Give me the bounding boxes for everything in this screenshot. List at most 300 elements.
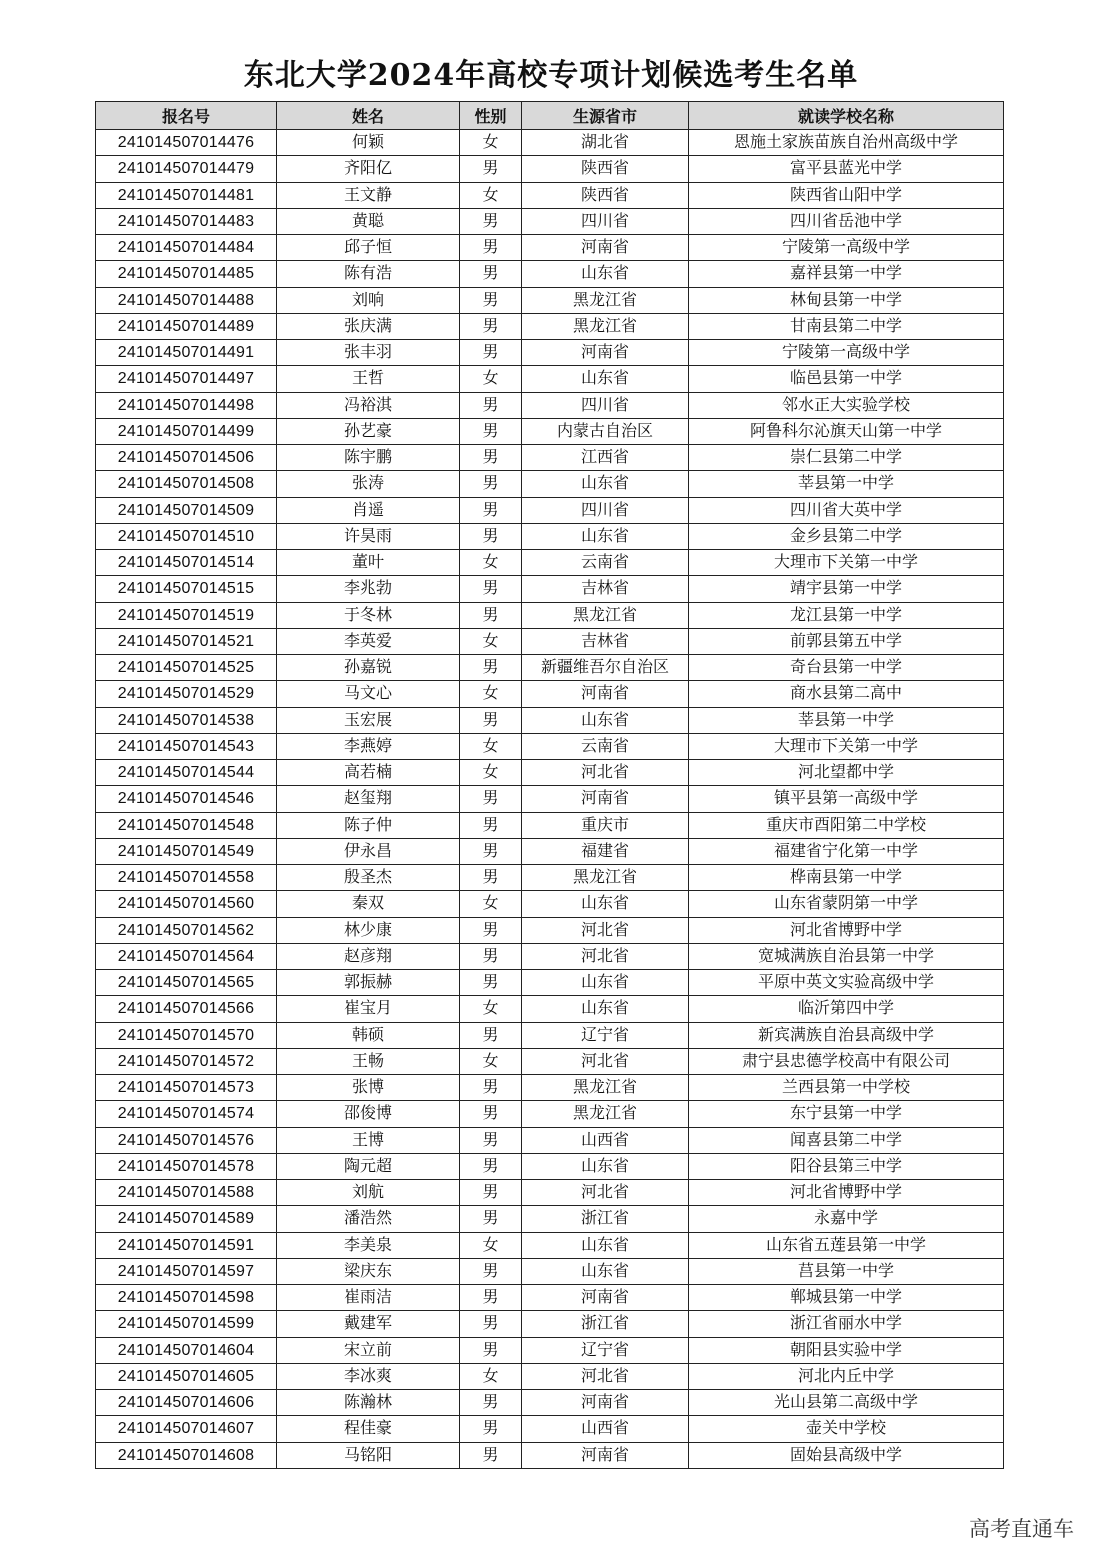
header-name: 姓名 — [277, 102, 460, 130]
cell-gender: 男 — [460, 156, 522, 182]
cell-name: 孙艺豪 — [277, 418, 460, 444]
cell-school: 林甸县第一中学 — [689, 287, 1004, 313]
cell-name: 刘响 — [277, 287, 460, 313]
cell-gender: 男 — [460, 576, 522, 602]
cell-name: 王文静 — [277, 182, 460, 208]
cell-registration-number: 241014507014549 — [96, 838, 277, 864]
cell-name: 张庆满 — [277, 313, 460, 339]
cell-province: 辽宁省 — [522, 1337, 689, 1363]
cell-registration-number: 241014507014562 — [96, 917, 277, 943]
table-row — [96, 576, 1004, 602]
cell-registration-number: 241014507014514 — [96, 550, 277, 576]
cell-registration-number: 241014507014558 — [96, 865, 277, 891]
cell-registration-number: 241014507014498 — [96, 392, 277, 418]
cell-name: 马文心 — [277, 681, 460, 707]
document-title: 东北大学2024年高校专项计划候选考生名单 — [243, 58, 859, 93]
cell-gender: 男 — [460, 1075, 522, 1101]
cell-gender: 男 — [460, 786, 522, 812]
cell-school: 龙江县第一中学 — [689, 602, 1004, 628]
cell-gender: 男 — [460, 523, 522, 549]
cell-province: 山东省 — [522, 707, 689, 733]
table-row — [96, 418, 1004, 444]
cell-school: 光山县第二高级中学 — [689, 1390, 1004, 1416]
cell-name: 韩硕 — [277, 1022, 460, 1048]
table-row — [96, 1311, 1004, 1337]
cell-province: 河南省 — [522, 1285, 689, 1311]
cell-province: 山东省 — [522, 1232, 689, 1258]
cell-name: 陈有浩 — [277, 261, 460, 287]
table-row — [96, 1390, 1004, 1416]
table-row — [96, 287, 1004, 313]
table-row — [96, 786, 1004, 812]
cell-registration-number: 241014507014546 — [96, 786, 277, 812]
table-row — [96, 366, 1004, 392]
cell-school: 邻水正大实验学校 — [689, 392, 1004, 418]
cell-name: 孙嘉锐 — [277, 655, 460, 681]
header-registration-number: 报名号 — [96, 102, 277, 130]
cell-name: 玉宏展 — [277, 707, 460, 733]
table-row — [96, 208, 1004, 234]
cell-gender: 男 — [460, 1022, 522, 1048]
cell-name: 肖遥 — [277, 497, 460, 523]
table-row — [96, 471, 1004, 497]
cell-school: 商水县第二高中 — [689, 681, 1004, 707]
cell-school: 四川省岳池中学 — [689, 208, 1004, 234]
cell-registration-number: 241014507014481 — [96, 182, 277, 208]
cell-gender: 女 — [460, 628, 522, 654]
cell-gender: 男 — [460, 1153, 522, 1179]
cell-name: 程佳豪 — [277, 1416, 460, 1442]
cell-school: 山东省五莲县第一中学 — [689, 1232, 1004, 1258]
table-row — [96, 707, 1004, 733]
cell-name: 于冬林 — [277, 602, 460, 628]
table-row — [96, 917, 1004, 943]
cell-gender: 男 — [460, 471, 522, 497]
cell-gender: 男 — [460, 235, 522, 261]
cell-province: 黑龙江省 — [522, 1101, 689, 1127]
cell-name: 殷圣杰 — [277, 865, 460, 891]
cell-province: 黑龙江省 — [522, 313, 689, 339]
cell-registration-number: 241014507014574 — [96, 1101, 277, 1127]
table-row — [96, 996, 1004, 1022]
cell-school: 肃宁县忠德学校高中有限公司 — [689, 1048, 1004, 1074]
cell-registration-number: 241014507014491 — [96, 340, 277, 366]
cell-school: 靖宇县第一中学 — [689, 576, 1004, 602]
cell-school: 临沂第四中学 — [689, 996, 1004, 1022]
table-row — [96, 733, 1004, 759]
cell-registration-number: 241014507014606 — [96, 1390, 277, 1416]
table-row — [96, 970, 1004, 996]
cell-name: 何颖 — [277, 130, 460, 156]
table-header-row — [96, 102, 1004, 130]
cell-province: 山东省 — [522, 1258, 689, 1284]
cell-province: 湖北省 — [522, 130, 689, 156]
cell-gender: 男 — [460, 313, 522, 339]
cell-school: 桦南县第一中学 — [689, 865, 1004, 891]
cell-gender: 男 — [460, 1285, 522, 1311]
cell-name: 邵俊博 — [277, 1101, 460, 1127]
table-row — [96, 1127, 1004, 1153]
cell-name: 李冰爽 — [277, 1363, 460, 1389]
cell-school: 莒县第一中学 — [689, 1258, 1004, 1284]
cell-province: 黑龙江省 — [522, 1075, 689, 1101]
cell-gender: 女 — [460, 760, 522, 786]
table-row — [96, 1285, 1004, 1311]
cell-name: 董叶 — [277, 550, 460, 576]
cell-province: 河北省 — [522, 917, 689, 943]
cell-school: 甘南县第二中学 — [689, 313, 1004, 339]
table-row — [96, 445, 1004, 471]
cell-school: 朝阳县实验中学 — [689, 1337, 1004, 1363]
cell-name: 李美泉 — [277, 1232, 460, 1258]
table-row — [96, 1022, 1004, 1048]
cell-registration-number: 241014507014479 — [96, 156, 277, 182]
cell-registration-number: 241014507014566 — [96, 996, 277, 1022]
cell-school: 闻喜县第二中学 — [689, 1127, 1004, 1153]
cell-province: 河南省 — [522, 340, 689, 366]
cell-name: 陈宇鹏 — [277, 445, 460, 471]
cell-school: 永嘉中学 — [689, 1206, 1004, 1232]
table-row — [96, 235, 1004, 261]
cell-gender: 男 — [460, 1337, 522, 1363]
cell-gender: 男 — [460, 602, 522, 628]
cell-school: 浙江省丽水中学 — [689, 1311, 1004, 1337]
cell-gender: 男 — [460, 445, 522, 471]
cell-province: 云南省 — [522, 550, 689, 576]
table-row — [96, 1232, 1004, 1258]
cell-name: 陶元超 — [277, 1153, 460, 1179]
cell-gender: 女 — [460, 1048, 522, 1074]
cell-gender: 男 — [460, 838, 522, 864]
cell-school: 嘉祥县第一中学 — [689, 261, 1004, 287]
cell-province: 陕西省 — [522, 182, 689, 208]
cell-gender: 男 — [460, 340, 522, 366]
cell-name: 陈子仲 — [277, 812, 460, 838]
cell-province: 福建省 — [522, 838, 689, 864]
cell-gender: 男 — [460, 1206, 522, 1232]
cell-name: 郭振赫 — [277, 970, 460, 996]
cell-registration-number: 241014507014476 — [96, 130, 277, 156]
cell-name: 王畅 — [277, 1048, 460, 1074]
cell-province: 辽宁省 — [522, 1022, 689, 1048]
cell-registration-number: 241014507014529 — [96, 681, 277, 707]
cell-name: 李燕婷 — [277, 733, 460, 759]
cell-registration-number: 241014507014570 — [96, 1022, 277, 1048]
table-row — [96, 1363, 1004, 1389]
cell-province: 内蒙古自治区 — [522, 418, 689, 444]
cell-gender: 女 — [460, 182, 522, 208]
cell-province: 山东省 — [522, 1153, 689, 1179]
cell-school: 山东省蒙阴第一中学 — [689, 891, 1004, 917]
cell-school: 河北内丘中学 — [689, 1363, 1004, 1389]
cell-gender: 男 — [460, 392, 522, 418]
cell-registration-number: 241014507014608 — [96, 1442, 277, 1468]
table-row — [96, 523, 1004, 549]
cell-province: 四川省 — [522, 392, 689, 418]
header-gender: 性别 — [460, 102, 522, 130]
cell-gender: 男 — [460, 1101, 522, 1127]
cell-province: 山东省 — [522, 261, 689, 287]
cell-school: 壶关中学校 — [689, 1416, 1004, 1442]
cell-province: 四川省 — [522, 497, 689, 523]
cell-registration-number: 241014507014573 — [96, 1075, 277, 1101]
cell-name: 冯裕淇 — [277, 392, 460, 418]
table-row — [96, 340, 1004, 366]
cell-school: 宁陵第一高级中学 — [689, 235, 1004, 261]
cell-name: 宋立前 — [277, 1337, 460, 1363]
cell-province: 河北省 — [522, 943, 689, 969]
cell-gender: 男 — [460, 261, 522, 287]
cell-province: 山西省 — [522, 1127, 689, 1153]
cell-name: 李兆勃 — [277, 576, 460, 602]
table-row — [96, 1442, 1004, 1468]
cell-school: 固始县高级中学 — [689, 1442, 1004, 1468]
cell-school: 大理市下关第一中学 — [689, 733, 1004, 759]
table-row — [96, 602, 1004, 628]
cell-province: 山东省 — [522, 970, 689, 996]
table-row — [96, 681, 1004, 707]
cell-gender: 男 — [460, 1127, 522, 1153]
cell-school: 镇平县第一高级中学 — [689, 786, 1004, 812]
cell-gender: 男 — [460, 497, 522, 523]
table-row — [96, 130, 1004, 156]
cell-name: 崔宝月 — [277, 996, 460, 1022]
table-row — [96, 891, 1004, 917]
cell-school: 新宾满族自治县高级中学 — [689, 1022, 1004, 1048]
cell-province: 河南省 — [522, 235, 689, 261]
cell-school: 大理市下关第一中学 — [689, 550, 1004, 576]
cell-gender: 男 — [460, 1258, 522, 1284]
cell-name: 许昊雨 — [277, 523, 460, 549]
cell-registration-number: 241014507014515 — [96, 576, 277, 602]
cell-name: 伊永昌 — [277, 838, 460, 864]
cell-school: 富平县蓝光中学 — [689, 156, 1004, 182]
table-row — [96, 1075, 1004, 1101]
cell-name: 张博 — [277, 1075, 460, 1101]
header-province: 生源省市 — [522, 102, 689, 130]
cell-school: 金乡县第二中学 — [689, 523, 1004, 549]
cell-gender: 男 — [460, 865, 522, 891]
cell-province: 浙江省 — [522, 1311, 689, 1337]
cell-registration-number: 241014507014509 — [96, 497, 277, 523]
cell-registration-number: 241014507014548 — [96, 812, 277, 838]
table-row — [96, 550, 1004, 576]
cell-name: 高若楠 — [277, 760, 460, 786]
cell-name: 张涛 — [277, 471, 460, 497]
cell-province: 河南省 — [522, 1442, 689, 1468]
cell-gender: 男 — [460, 917, 522, 943]
cell-gender: 男 — [460, 707, 522, 733]
cell-province: 河南省 — [522, 786, 689, 812]
cell-school: 奇台县第一中学 — [689, 655, 1004, 681]
cell-registration-number: 241014507014597 — [96, 1258, 277, 1284]
cell-gender: 男 — [460, 970, 522, 996]
cell-registration-number: 241014507014489 — [96, 313, 277, 339]
cell-name: 邱子恒 — [277, 235, 460, 261]
table-row — [96, 760, 1004, 786]
table-body — [96, 130, 1004, 1469]
cell-registration-number: 241014507014598 — [96, 1285, 277, 1311]
candidate-table — [95, 101, 1004, 1469]
cell-registration-number: 241014507014604 — [96, 1337, 277, 1363]
table-row — [96, 655, 1004, 681]
cell-school: 重庆市酉阳第二中学校 — [689, 812, 1004, 838]
table-row — [96, 1101, 1004, 1127]
cell-school: 兰西县第一中学校 — [689, 1075, 1004, 1101]
cell-gender: 男 — [460, 418, 522, 444]
cell-province: 浙江省 — [522, 1206, 689, 1232]
cell-province: 山东省 — [522, 891, 689, 917]
cell-school: 平原中英文实验高级中学 — [689, 970, 1004, 996]
cell-school: 东宁县第一中学 — [689, 1101, 1004, 1127]
cell-gender: 女 — [460, 550, 522, 576]
cell-gender: 男 — [460, 1416, 522, 1442]
cell-school: 河北望都中学 — [689, 760, 1004, 786]
cell-province: 河南省 — [522, 1390, 689, 1416]
table-row — [96, 261, 1004, 287]
cell-school: 崇仁县第二中学 — [689, 445, 1004, 471]
cell-name: 陈瀚林 — [277, 1390, 460, 1416]
cell-name: 李英爱 — [277, 628, 460, 654]
cell-province: 河北省 — [522, 760, 689, 786]
cell-school: 阿鲁科尔沁旗天山第一中学 — [689, 418, 1004, 444]
cell-name: 赵彦翔 — [277, 943, 460, 969]
table-row — [96, 943, 1004, 969]
cell-gender: 男 — [460, 1180, 522, 1206]
cell-registration-number: 241014507014497 — [96, 366, 277, 392]
cell-province: 吉林省 — [522, 628, 689, 654]
cell-school: 恩施土家族苗族自治州高级中学 — [689, 130, 1004, 156]
cell-name: 王博 — [277, 1127, 460, 1153]
cell-registration-number: 241014507014485 — [96, 261, 277, 287]
cell-school: 莘县第一中学 — [689, 707, 1004, 733]
cell-province: 河北省 — [522, 1180, 689, 1206]
cell-registration-number: 241014507014591 — [96, 1232, 277, 1258]
cell-gender: 男 — [460, 1390, 522, 1416]
cell-gender: 男 — [460, 812, 522, 838]
cell-registration-number: 241014507014499 — [96, 418, 277, 444]
cell-registration-number: 241014507014544 — [96, 760, 277, 786]
cell-province: 山东省 — [522, 366, 689, 392]
cell-gender: 男 — [460, 1311, 522, 1337]
cell-name: 齐阳亿 — [277, 156, 460, 182]
table-row — [96, 1258, 1004, 1284]
cell-registration-number: 241014507014588 — [96, 1180, 277, 1206]
cell-school: 宁陵第一高级中学 — [689, 340, 1004, 366]
cell-province: 新疆维吾尔自治区 — [522, 655, 689, 681]
cell-name: 崔雨洁 — [277, 1285, 460, 1311]
cell-province: 云南省 — [522, 733, 689, 759]
watermark: 高考直通车 — [969, 1517, 1074, 1541]
cell-name: 潘浩然 — [277, 1206, 460, 1232]
cell-gender: 男 — [460, 208, 522, 234]
cell-province: 山东省 — [522, 523, 689, 549]
cell-registration-number: 241014507014484 — [96, 235, 277, 261]
cell-school: 宽城满族自治县第一中学 — [689, 943, 1004, 969]
table-row — [96, 392, 1004, 418]
cell-school: 河北省博野中学 — [689, 1180, 1004, 1206]
cell-school: 阳谷县第三中学 — [689, 1153, 1004, 1179]
cell-gender: 女 — [460, 1363, 522, 1389]
cell-gender: 女 — [460, 996, 522, 1022]
cell-name: 马铭阳 — [277, 1442, 460, 1468]
cell-registration-number: 241014507014565 — [96, 970, 277, 996]
cell-school: 陕西省山阳中学 — [689, 182, 1004, 208]
cell-gender: 女 — [460, 681, 522, 707]
cell-registration-number: 241014507014589 — [96, 1206, 277, 1232]
cell-registration-number: 241014507014578 — [96, 1153, 277, 1179]
table-row — [96, 182, 1004, 208]
cell-registration-number: 241014507014572 — [96, 1048, 277, 1074]
cell-registration-number: 241014507014599 — [96, 1311, 277, 1337]
cell-registration-number: 241014507014508 — [96, 471, 277, 497]
cell-gender: 女 — [460, 733, 522, 759]
cell-name: 梁庆东 — [277, 1258, 460, 1284]
cell-gender: 女 — [460, 366, 522, 392]
cell-school: 临邑县第一中学 — [689, 366, 1004, 392]
cell-registration-number: 241014507014605 — [96, 1363, 277, 1389]
cell-gender: 男 — [460, 943, 522, 969]
cell-registration-number: 241014507014543 — [96, 733, 277, 759]
cell-province: 河北省 — [522, 1048, 689, 1074]
cell-province: 江西省 — [522, 445, 689, 471]
cell-name: 刘航 — [277, 1180, 460, 1206]
cell-school: 莘县第一中学 — [689, 471, 1004, 497]
cell-province: 黑龙江省 — [522, 865, 689, 891]
cell-province: 四川省 — [522, 208, 689, 234]
table-row — [96, 313, 1004, 339]
cell-school: 郸城县第一中学 — [689, 1285, 1004, 1311]
cell-province: 山西省 — [522, 1416, 689, 1442]
cell-registration-number: 241014507014483 — [96, 208, 277, 234]
cell-name: 黄聪 — [277, 208, 460, 234]
table-row — [96, 865, 1004, 891]
cell-registration-number: 241014507014510 — [96, 523, 277, 549]
cell-province: 重庆市 — [522, 812, 689, 838]
cell-gender: 女 — [460, 1232, 522, 1258]
table-row — [96, 1180, 1004, 1206]
cell-gender: 女 — [460, 130, 522, 156]
cell-name: 赵玺翔 — [277, 786, 460, 812]
cell-school: 河北省博野中学 — [689, 917, 1004, 943]
cell-registration-number: 241014507014560 — [96, 891, 277, 917]
cell-school: 四川省大英中学 — [689, 497, 1004, 523]
cell-registration-number: 241014507014564 — [96, 943, 277, 969]
cell-name: 秦双 — [277, 891, 460, 917]
cell-province: 河南省 — [522, 681, 689, 707]
table-row — [96, 812, 1004, 838]
cell-registration-number: 241014507014506 — [96, 445, 277, 471]
cell-name: 戴建军 — [277, 1311, 460, 1337]
header-school: 就读学校名称 — [689, 102, 1004, 130]
cell-registration-number: 241014507014519 — [96, 602, 277, 628]
cell-province: 陕西省 — [522, 156, 689, 182]
cell-province: 山东省 — [522, 471, 689, 497]
cell-name: 林少康 — [277, 917, 460, 943]
cell-registration-number: 241014507014521 — [96, 628, 277, 654]
cell-province: 河北省 — [522, 1363, 689, 1389]
cell-province: 黑龙江省 — [522, 602, 689, 628]
cell-school: 福建省宁化第一中学 — [689, 838, 1004, 864]
cell-gender: 男 — [460, 1442, 522, 1468]
table-row — [96, 1048, 1004, 1074]
cell-province: 吉林省 — [522, 576, 689, 602]
table-row — [96, 156, 1004, 182]
cell-registration-number: 241014507014525 — [96, 655, 277, 681]
table-row — [96, 497, 1004, 523]
cell-registration-number: 241014507014576 — [96, 1127, 277, 1153]
table-row — [96, 838, 1004, 864]
